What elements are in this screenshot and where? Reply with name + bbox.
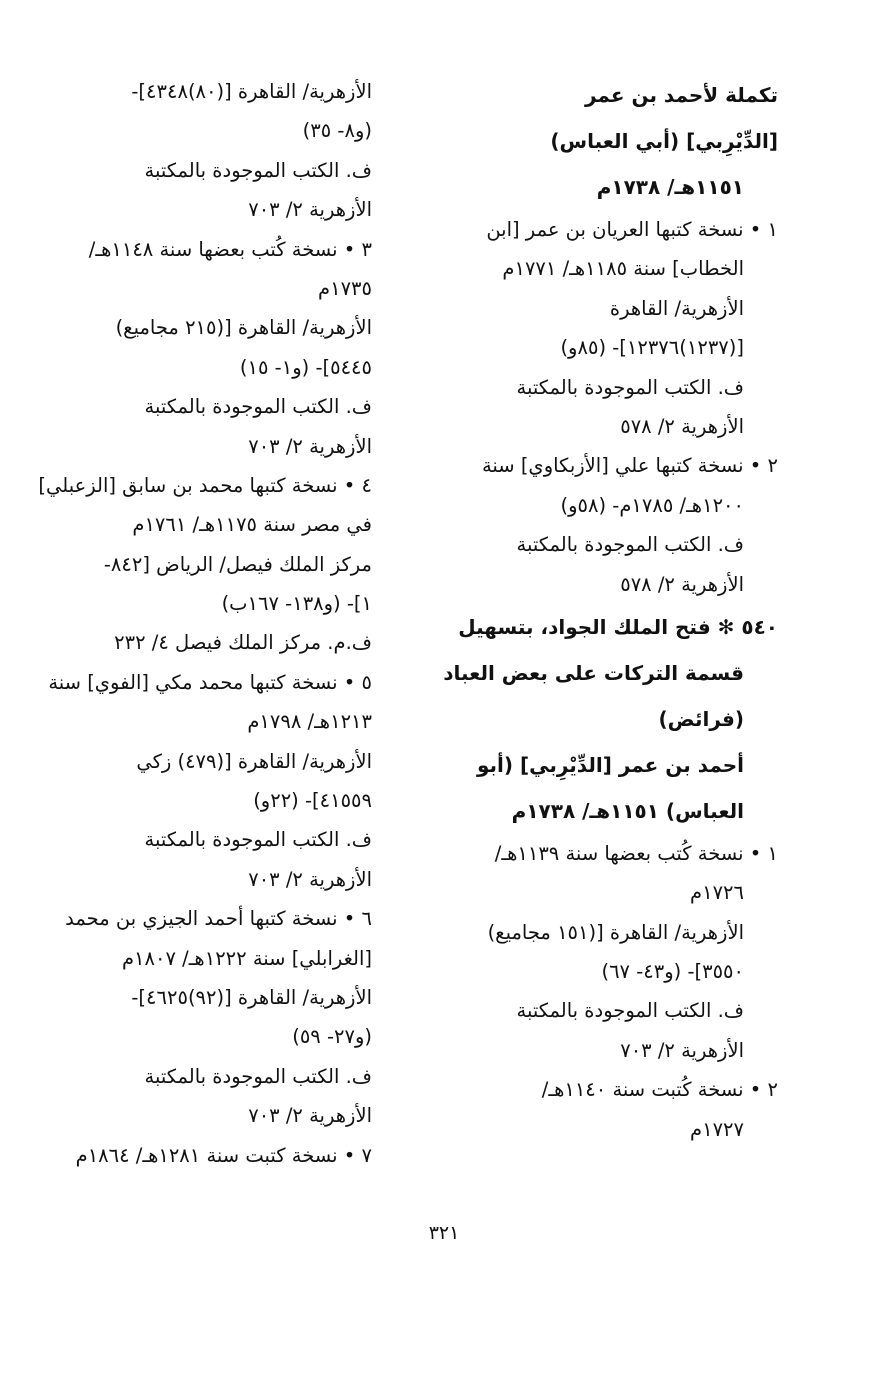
text-line: ٢ • نسخة كتبها علي [الأزبكاوي] سنة [481,454,778,478]
page-number: ٣٢١ [428,1222,460,1244]
text-line: قسمة التركات على بعض العباد [443,660,744,685]
text-line: الأزهرية/ القاهرة [(١٥١ مجاميع) [487,920,744,944]
text-line: ١ • نسخة كُتب بعضها سنة ١١٣٩هـ/ [494,841,778,865]
text-line: ٣ • نسخة كُتب بعضها سنة ١١٤٨هـ/ [88,237,372,261]
right-column [443,72,778,1149]
text-line: الأزهرية/ القاهرة [(٨٠)٤٣٤٨]- [131,80,372,103]
text-line: [الغرابلي] سنة ١٢٢٢هـ/ ١٨٠٧م [121,946,372,970]
text-line: أحمد بن عمر [الدِّيْرِبي] (أبو [476,752,744,777]
text-line: ٥٤٤٥]- (و١- ١٥) [239,355,372,379]
text-line: ٧ • نسخة كتبت سنة ١٢٨١هـ/ ١٨٦٤م [75,1143,372,1167]
text-line: ٥٤٠ ✻ فتح الملك الجواد، بتسهيل [458,614,778,639]
text-line: الأزهرية ٢/ ٥٧٨ [620,414,744,438]
text-line: ٦ • نسخة كتبها أحمد الجيزي بن محمد [65,907,372,931]
text-line: ١٧٢٦م [690,881,744,905]
text-line: الأزهرية/ القاهرة [(٤٧٩) زكي [136,749,372,773]
text-line: ف. الكتب الموجودة بالمكتبة [516,533,744,557]
text-line: ٥ • نسخة كتبها محمد مكي [الفوي] سنة [48,670,372,694]
text-line: ٢ • نسخة كُتبت سنة ١١٤٠هـ/ [541,1078,778,1102]
text-line: ف. الكتب الموجودة بالمكتبة [144,395,372,419]
text-line: [الدِّيْرِبي] (أبي العباس) [550,129,778,153]
text-line: [(١٢٣٧)١٢٣٧٦]- (٨٥و) [560,336,744,360]
text-line: ١٧٢٧م [690,1117,744,1141]
text-line: الأزهرية ٢/ ٧٠٣ [248,434,372,458]
text-line: الخطاب] سنة ١١٨٥هـ/ ١٧٧١م [502,257,744,281]
text-line: ف.م. مركز الملك فيصل ٤/ ٢٣٢ [114,631,372,655]
text-line: (فرائض) [658,706,744,731]
text-line: الأزهرية/ القاهرة [(٢١٥ مجاميع) [115,316,372,340]
text-line: ١٢١٣هـ/ ١٧٩٨م [247,710,372,734]
text-line: ١٢٠٠هـ/ ١٧٨٥م- (٥٨و) [560,493,744,517]
text-line: الأزهرية ٢/ ٥٧٨ [620,572,744,596]
text-line: (و٢٧- ٥٩) [292,1025,372,1049]
text-line: ف. الكتب الموجودة بالمكتبة [516,375,744,399]
text-line: ف. الكتب الموجودة بالمكتبة [516,999,744,1023]
text-line: الأزهرية/ القاهرة [609,296,744,320]
text-line: (و٨- ٣٥) [302,119,372,143]
text-line: ١٧٣٥م [318,276,372,300]
text-line: الأزهرية ٢/ ٧٠٣ [248,1104,372,1128]
text-line: ٤١٥٥٩]- (٢٢و) [253,789,372,813]
text-line: ف. الكتب الموجودة بالمكتبة [144,1064,372,1088]
text-line: ف. الكتب الموجودة بالمكتبة [144,158,372,182]
text-line: ١١٥١هـ/ ١٧٣٨م [596,175,744,199]
text-line: ١]- (و١٣٨- ١٦٧ب) [221,592,372,616]
text-line: ٣٥٥٠]- (و٤٣- ٦٧) [601,960,744,984]
text-line: ٤ • نسخة كتبها محمد بن سابق [الزعبلي] [38,473,372,497]
left-column [38,72,372,1175]
text-line: الأزهرية/ القاهرة [(٩٢)٤٦٢٥]- [131,985,372,1009]
text-line: في مصر سنة ١١٧٥هـ/ ١٧٦١م [132,513,372,537]
text-line: الأزهرية ٢/ ٧٠٣ [620,1038,744,1062]
text-line: ف. الكتب الموجودة بالمكتبة [144,828,372,852]
text-line: تكملة لأحمد بن عمر [584,83,778,107]
text-line: الأزهرية ٢/ ٧٠٣ [248,198,372,222]
text-line: مركز الملك فيصل/ الرياض [٨٤٢- [103,552,372,576]
text-line: ١ • نسخة كتبها العريان بن عمر [ابن [486,218,778,241]
text-line: الأزهرية ٢/ ٧٠٣ [248,867,372,891]
text-line: العباس) ١١٥١هـ/ ١٧٣٨م [511,798,744,823]
